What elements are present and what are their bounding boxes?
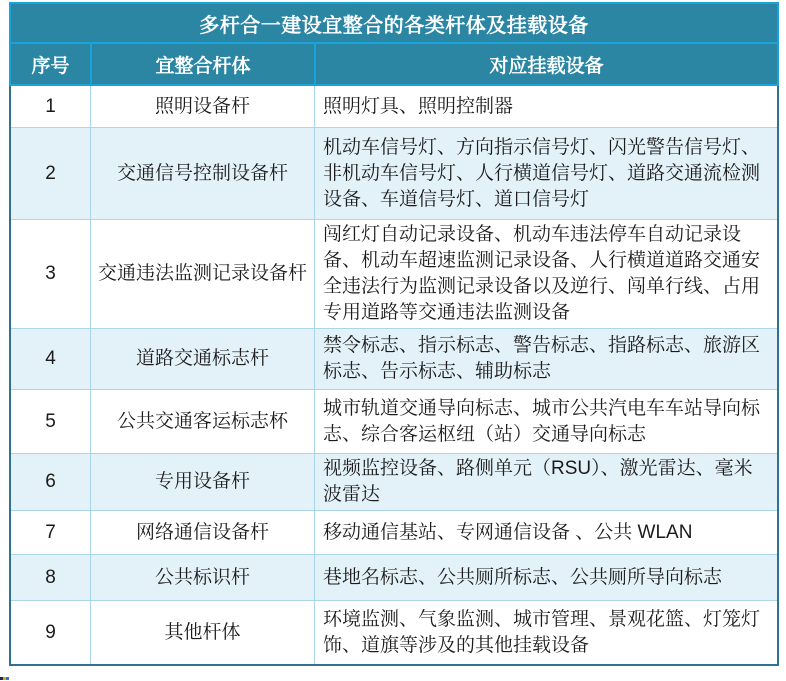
cell-pole: 专用设备杆	[90, 454, 314, 510]
cell-serial: 2	[45, 162, 56, 184]
cell-pole: 交通信号控制设备杆	[90, 128, 314, 219]
cell-devices: 机动车信号灯、方向指示信号灯、闪光警告信号灯、非机动车信号灯、人行横道信号灯、道路交通流检测设备、车道信号灯、道口信号灯	[314, 128, 773, 219]
table-row	[11, 510, 777, 554]
table-row	[11, 86, 777, 127]
table-row	[11, 328, 777, 389]
cell-pole: 网络通信设备杆	[90, 511, 314, 554]
cell-pole: 道路交通标志杆	[90, 329, 314, 389]
table-body	[9, 86, 779, 666]
cell-devices: 移动通信基站、专网通信设备 、公共 WLAN	[314, 511, 773, 554]
cell-devices: 城市轨道交通导向标志、城市公共汽电车车站导向标志、综合客运枢纽（站）交通导向标志	[314, 390, 773, 453]
table-row	[11, 219, 777, 328]
cell-pole: 交通违法监测记录设备杆	[90, 220, 314, 328]
cell-serial: 9	[45, 621, 56, 643]
table-row	[11, 127, 777, 219]
column-header-pole: 宜整合杆体	[90, 44, 314, 84]
table-row	[11, 554, 777, 600]
cell-serial: 6	[45, 471, 56, 492]
table-row	[11, 453, 777, 510]
cell-serial: 1	[45, 95, 56, 117]
cell-devices: 禁令标志、指示标志、警告标志、指路标志、旅游区标志、告示标志、辅助标志	[314, 329, 773, 389]
cell-devices: 视频监控设备、路侧单元（RSU）、激光雷达、毫米波雷达	[314, 454, 773, 510]
cell-devices: 闯红灯自动记录设备、机动车违法停车自动记录设备、机动车超速监测记录设备、人行横道道路交通安全违法行为监测记录设备以及逆行、闯单行线、占用专用道路等交通违法监测设备	[314, 220, 773, 328]
cell-pole: 公共标识杆	[90, 555, 314, 600]
cell-pole: 其他杆体	[90, 601, 314, 664]
screen-corner-artifact	[0, 677, 9, 680]
table-header-row	[9, 44, 779, 86]
cell-serial: 7	[45, 521, 56, 543]
cell-serial: 8	[45, 566, 56, 588]
cell-devices: 环境监测、气象监测、城市管理、景观花篮、灯笼灯饰、道旗等涉及的其他挂载设备	[314, 601, 773, 664]
column-header-devices: 对应挂载设备	[314, 44, 777, 84]
cell-devices: 照明灯具、照明控制器	[314, 86, 773, 127]
table-row	[11, 600, 777, 664]
column-header-serial: 序号	[31, 55, 70, 77]
cell-serial: 5	[45, 410, 56, 432]
pole-integration-table	[9, 2, 779, 666]
cell-pole: 公共交通客运标志杯	[90, 390, 314, 453]
cell-serial: 4	[45, 348, 56, 369]
table-row	[11, 389, 777, 453]
table-title: 多杆合一建设宜整合的各类杆体及挂载设备	[9, 2, 779, 44]
cell-pole: 照明设备杆	[90, 86, 314, 127]
cell-devices: 巷地名标志、公共厕所标志、公共厕所导向标志	[314, 555, 773, 600]
cell-serial: 3	[45, 263, 56, 284]
